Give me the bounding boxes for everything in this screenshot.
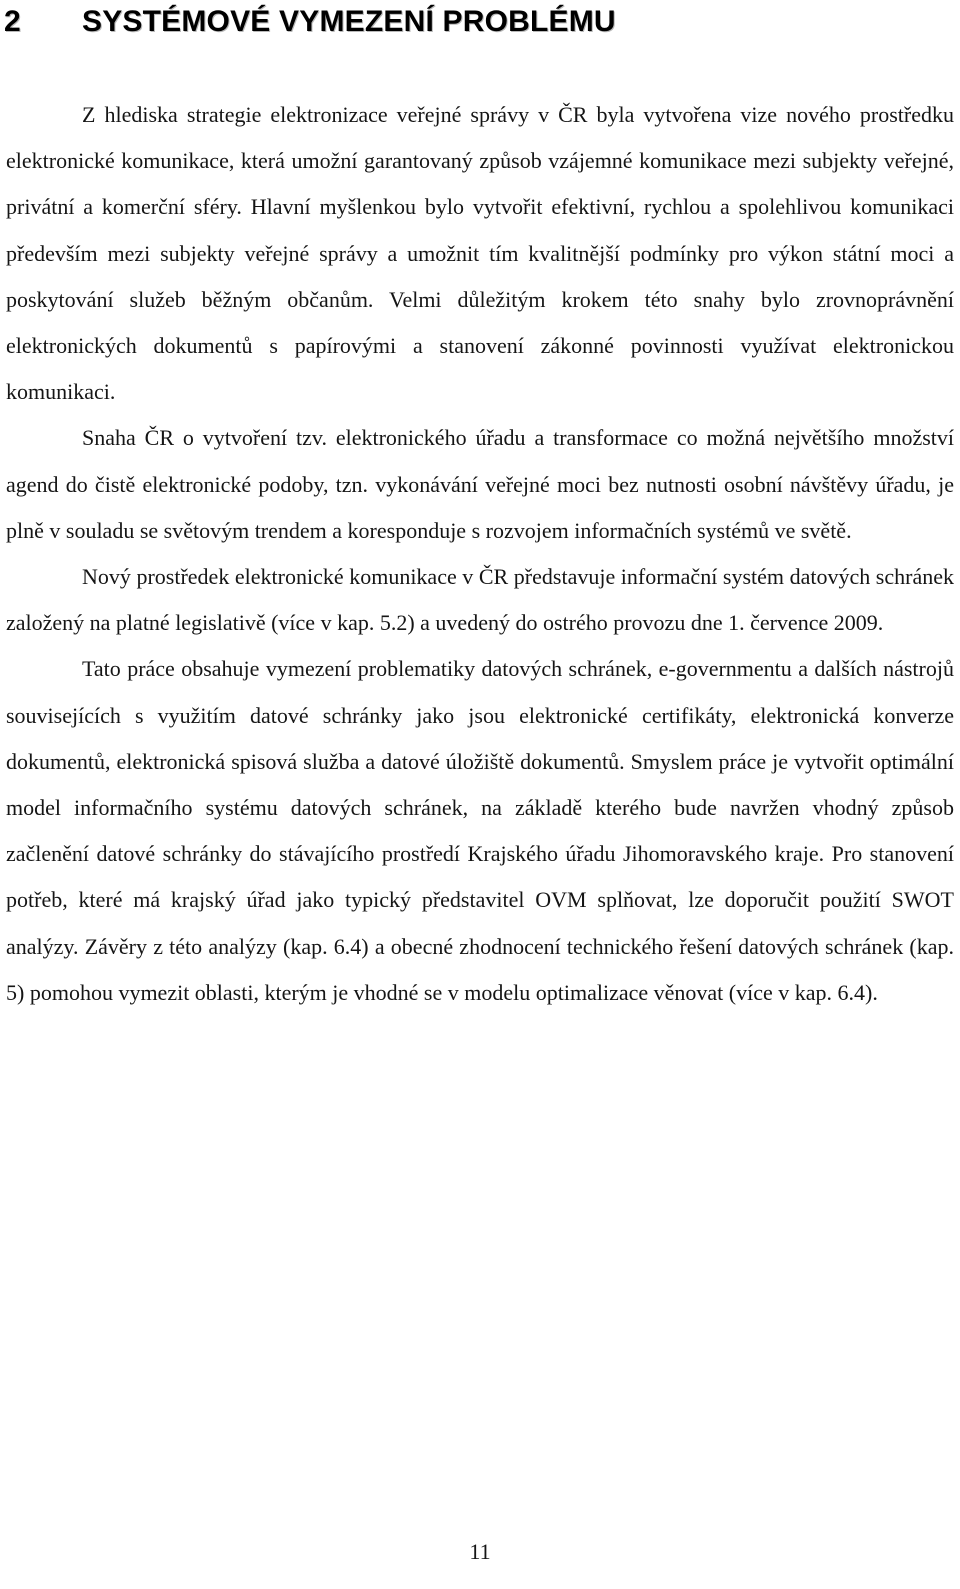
chapter-title: SYSTÉMOVÉ VYMEZENÍ PROBLÉMU [82,5,616,38]
paragraph-1: Z hlediska strategie elektronizace veřejné správy v ČR byla vytvořena vize nového prostředku elektronické komunikace, která umožní garantovaný způsob vzájemné komunikace mezi subjekty veřejné, privátní a komerční sféry. Hlavní myšlenkou bylo vytvořit efektivní, rychlou a spolehlivou komunikaci především mezi subjekty veřejné správy a umožnit tím kvalitnější podmínky pro výkon státní moci a poskytování služeb běžným občanům. Velmi důležitým krokem této snahy bylo zrovnoprávnění elektronických dokumentů s papírovými a stanovení zákonné povinnosti využívat elektronickou komunikaci. [6,102,954,405]
paragraph-2: Snaha ČR o vytvoření tzv. elektronického úřadu a transformace co možná největšího množství agend do čistě elektronické podoby, tzn. vykonávání veřejné moci bez nutnosti osobní návštěvy úřadu, je plně v souladu se světovým trendem a koresponduje s rozvojem informačních systémů ve světě. [6,425,954,543]
page-number: 11 [469,1539,491,1564]
chapter-heading [4,4,616,40]
paragraph-4: Tato práce obsahuje vymezení problematiky datových schránek, e-governmentu a dalších nástrojů souvisejících s využitím datové schránky jako jsou elektronické certifikáty, elektronická konverze dokumentů, elektronická spisová služba a datové úložiště dokumentů. Smyslem práce je vytvořit optimální model informačního systému datových schránek, na základě kterého bude navržen vhodný způsob začlenění datové schránky do stávajícího prostředí Krajského úřadu Jihomoravského kraje. Pro stanovení potřeb, které má krajský úřad jako typický představitel OVM splňovat, lze doporučit použití SWOT analýzy. Závěry z této analýzy (kap. 6.4) a obecné zhodnocení technického řešení datových schránek (kap. 5) pomohou vymezit oblasti, kterým je vhodné se v modelu optimalizace věnovat (více v kap. 6.4). [6,656,954,1005]
chapter-number: 2 [4,5,21,38]
paragraph-3: Nový prostředek elektronické komunikace v ČR představuje informační systém datových schránek založený na platné legislativě (více v kap. 5.2) a uvedený do ostrého provozu dne 1. července 2009. [6,564,954,636]
chapter-body [6,92,954,1016]
